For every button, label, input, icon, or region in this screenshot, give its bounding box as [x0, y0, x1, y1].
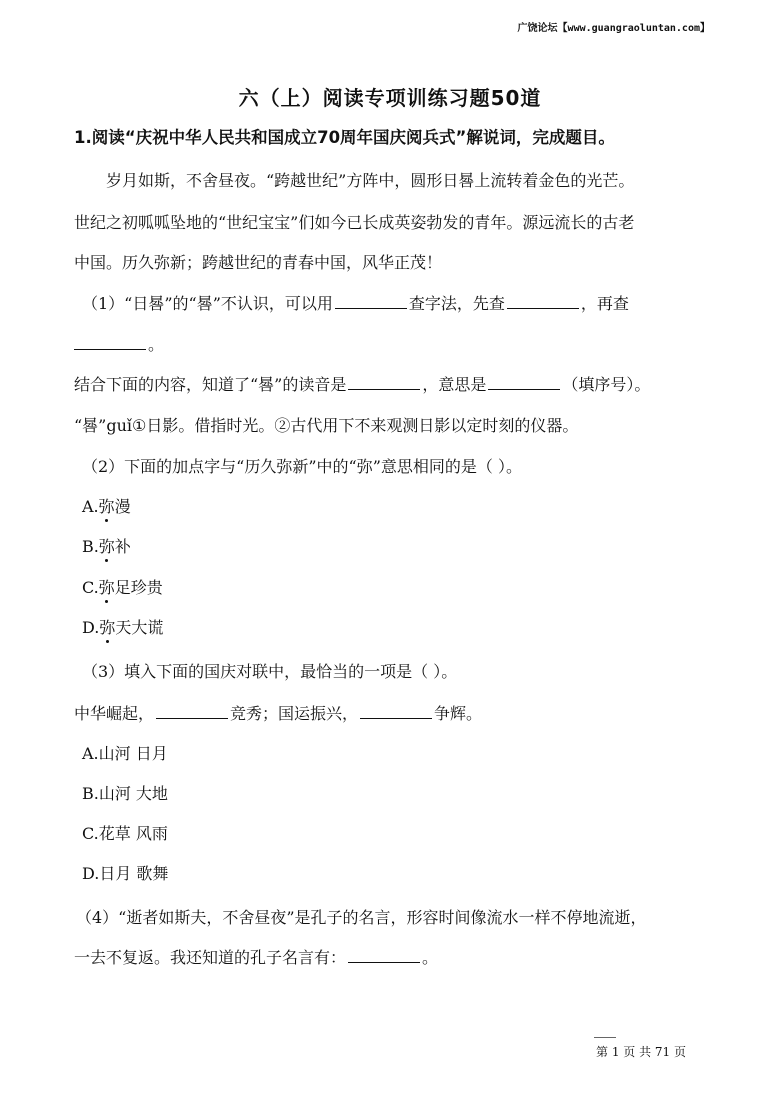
passage-line-2: 世纪之初呱呱坠地的“世纪宝宝”们如今已长成英姿勃发的青年。源远流长的古老 — [74, 213, 635, 232]
option-letter: D. — [82, 618, 100, 637]
option-text: 漫 — [114, 497, 131, 516]
part4-line-1: （4）“逝者如斯夫，不舍昼夜”是孔子的名言，形容时间像流水一样不停地流逝， — [76, 908, 647, 927]
answer-blank[interactable] — [156, 704, 228, 719]
question-1-heading: 1.阅读“庆祝中华人民共和国成立70周年国庆阅兵式”解说词，完成题目。 — [74, 128, 615, 147]
couplet-text-c: 争辉。 — [434, 704, 483, 723]
site-watermark: 广饶论坛【www.guangraoluntan.com】 — [517, 23, 710, 34]
answer-blank[interactable] — [488, 375, 560, 390]
answer-blank[interactable] — [348, 948, 420, 963]
part3-option-c[interactable]: C.花草 风雨 — [82, 824, 168, 843]
part1-text-c: ，再查 — [580, 294, 629, 313]
part2-prompt: （2）下面的加点字与“历久弥新”中的“弥”意思相同的是（ ）。 — [82, 457, 522, 476]
part1-line-3 — [74, 372, 650, 395]
part1-line-1 — [82, 291, 629, 314]
part1-line-2 — [74, 332, 164, 355]
answer-blank[interactable] — [74, 335, 146, 350]
passage-line-3: 中国。历久弥新；跨越世纪的青春中国，风华正茂！ — [74, 253, 443, 272]
part3-option-a[interactable]: A.山河 日月 — [82, 744, 168, 763]
part3-option-b[interactable]: B.山河 大地 — [82, 784, 168, 803]
passage-line-1: 岁月如斯，不舍昼夜。“跨越世纪”方阵中，圆形日晷上流转着金色的光芒。 — [106, 171, 635, 190]
part1-text-d: 结合下面的内容，知道了“晷”的读音是 — [74, 375, 347, 394]
answer-blank[interactable] — [348, 375, 420, 390]
part4-line-2 — [74, 945, 438, 968]
couplet-text-a: 中华崛起， — [74, 704, 155, 723]
part2-option-a[interactable] — [82, 494, 131, 517]
part1-text-a: （1）“日晷”的“晷”不认识，可以用 — [82, 294, 333, 313]
answer-blank[interactable] — [335, 294, 407, 309]
option-text: 天大谎 — [115, 618, 164, 637]
part1-text-b: 查字法，先查 — [408, 294, 505, 313]
option-letter: C. — [82, 578, 99, 597]
page-number: 第 1 页 共 71 页 — [596, 1045, 686, 1059]
part3-couplet — [74, 701, 482, 724]
dotted-char: 弥 — [99, 618, 116, 637]
dotted-char: 弥 — [98, 578, 115, 597]
part3-option-d[interactable]: D.日月 歌舞 — [82, 864, 169, 883]
part2-option-b[interactable] — [82, 534, 131, 557]
footer-divider — [594, 1037, 616, 1038]
option-text: 补 — [114, 537, 131, 556]
part2-option-d[interactable] — [82, 615, 163, 638]
option-text: 足珍贵 — [114, 578, 163, 597]
answer-blank[interactable] — [360, 704, 432, 719]
part1-text-end: 。 — [148, 335, 165, 354]
page-title: 六（上）阅读专项训练习题50道 — [238, 86, 542, 110]
option-letter: B. — [82, 537, 99, 556]
option-letter: A. — [82, 497, 99, 516]
part1-text-f: （填序号）。 — [562, 375, 651, 394]
part1-text-e: ，意思是 — [422, 375, 487, 394]
part3-prompt: （3）填入下面的国庆对联中，最恰当的一项是（ ）。 — [82, 662, 458, 681]
dotted-char: 弥 — [98, 497, 115, 516]
answer-blank[interactable] — [507, 294, 579, 309]
part4-text-a: 一去不复返。我还知道的孔子名言有： — [74, 948, 347, 967]
couplet-text-b: 竞秀；国运振兴， — [230, 704, 359, 723]
dotted-char: 弥 — [98, 537, 115, 556]
part2-option-c[interactable] — [82, 575, 163, 598]
part4-text-b: 。 — [422, 948, 439, 967]
part1-dictionary-entry: “晷”guǐ①日影。借指时光。②古代用下不来观测日影以定时刻的仪器。 — [74, 416, 579, 435]
